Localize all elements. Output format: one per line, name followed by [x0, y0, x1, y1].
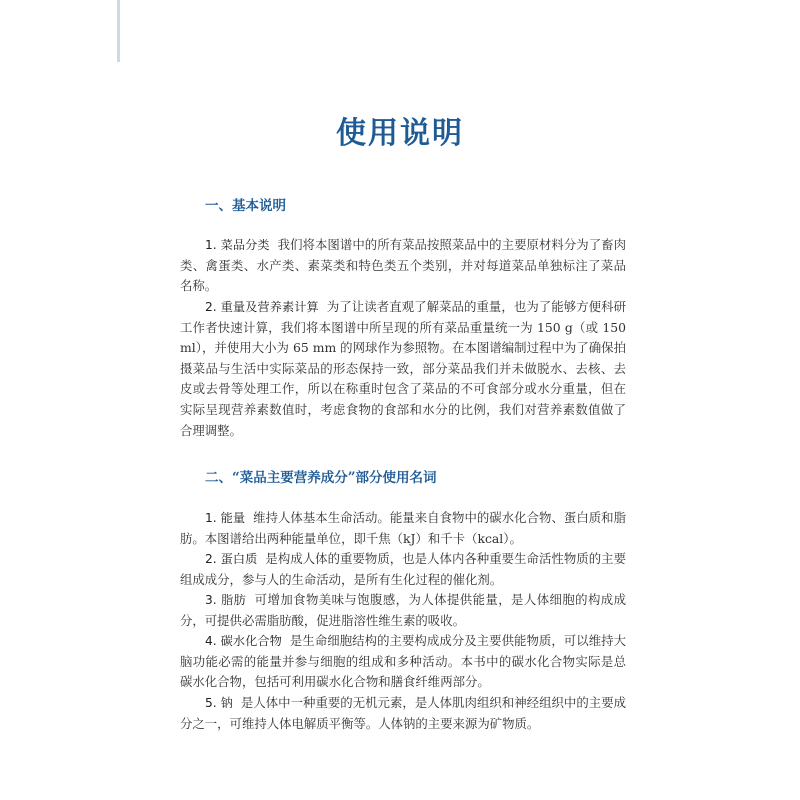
paragraph-fat [180, 590, 626, 631]
item-text: 是构成人体的重要物质，也是人体内各种重要生命活性物质的主要组成成分，参与人的生命活动，是所有生化过程的催化剂。 [180, 551, 627, 587]
paragraph-protein [180, 549, 626, 590]
term-label: 重量及营养素计算 [220, 300, 319, 314]
term-label: 蛋白质 [220, 552, 258, 566]
item-number: 3. [205, 593, 217, 607]
paragraph-carbohydrate [180, 631, 626, 693]
item-number: 5. [205, 696, 217, 710]
paragraph-energy [180, 508, 626, 549]
term-label: 能量 [220, 511, 246, 525]
item-text: 为了让读者直观了解菜品的重量，也为了能够方便科研工作者快速计算，我们将本图谱中所呈现的所有菜品重量统一为 150 g（或 150 ml），并使用大小为 65 mm 的网球作为参照物。在本图谱编制过程中为了确保拍摄菜品与生活中实际菜品的形态保持一致，部分菜品我们并未做脱水、去核、去皮或去骨等处理工作，所以在称重时包含了菜品的不可食部分或水分重量，但在实际呈现营养素数值时，考虑食物的食部和水分的比例，我们对营养素数值做了合理调整。 [180, 299, 626, 438]
page-title: 使用说明 [336, 116, 464, 151]
page-edge-decoration [117, 0, 120, 62]
item-text: 可增加食物美味与饱腹感，为人体提供能量，是人体细胞的构成成分，可提供必需脂肪酸，促进脂溶性维生素的吸收。 [180, 592, 626, 628]
item-text: 维持人体基本生命活动。能量来自食物中的碳水化合物、蛋白质和脂肪。本图谱给出两种能量单位，即千焦（kJ）和千卡（kcal）。 [180, 510, 627, 546]
term-label: 菜品分类 [220, 238, 270, 252]
item-text: 我们将本图谱中的所有菜品按照菜品中的主要原材料分为了畜肉类、禽蛋类、水产类、素菜类和特色类五个类别，并对每道菜品单独标注了菜品名称。 [180, 237, 627, 294]
section-heading-terms: 二、“菜品主要营养成分”部分使用名词 [205, 470, 437, 486]
paragraph-dish-classification [180, 235, 626, 297]
term-label: 钠 [220, 696, 233, 710]
paragraph-weight-nutrients [180, 297, 626, 441]
paragraph-sodium [180, 693, 626, 734]
term-label: 脂肪 [221, 593, 247, 607]
item-text: 是人体中一种重要的无机元素，是人体肌肉组织和神经组织中的主要成分之一，可维持人体电解质平衡等。人体钠的主要来源为矿物质。 [180, 695, 627, 731]
item-number: 1. [205, 511, 217, 525]
section-heading-basic: 一、基本说明 [205, 198, 286, 214]
item-text: 是生命细胞结构的主要构成成分及主要供能物质，可以维持大脑功能必需的能量并参与细胞的组成和多种活动。本书中的碳水化合物实际是总碳水化合物，包括可利用碳水化合物和膳食纤维两部分。 [180, 633, 626, 690]
term-label: 碳水化合物 [220, 634, 282, 648]
item-number: 4. [205, 634, 217, 648]
item-number: 1. [205, 238, 217, 252]
item-number: 2. [205, 300, 217, 314]
item-number: 2. [205, 552, 217, 566]
